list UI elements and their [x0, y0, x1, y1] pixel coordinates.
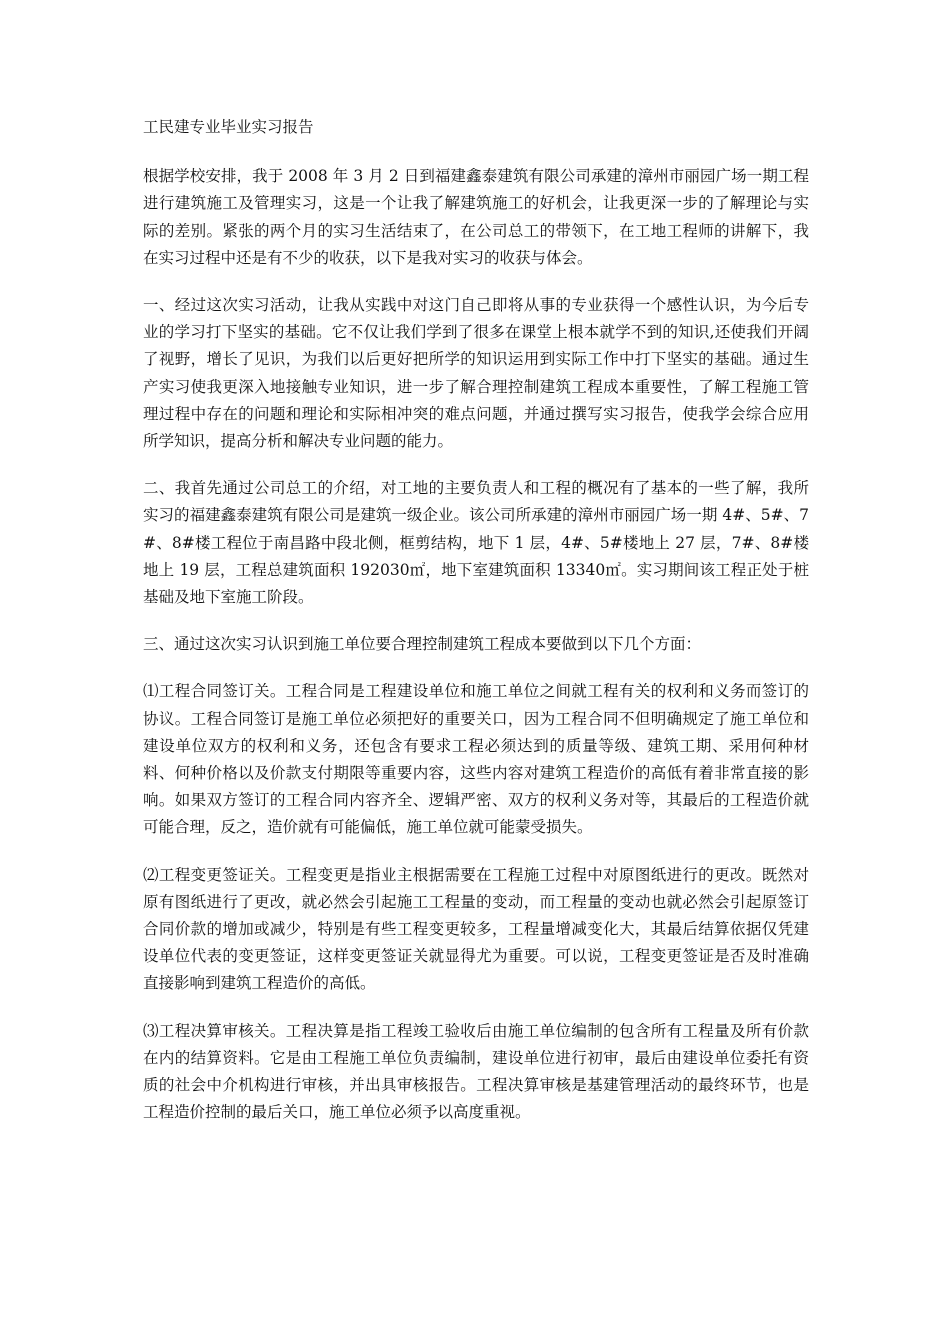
paragraph-item-1: ⑴工程合同签订关。工程合同是工程建设单位和施工单位之间就工程有关的权利和义务而签订的协议。工程合同签订是施工单位必须把好的重要关口，因为工程合同不但明确规定了施工单位和建设单位双方的权利和义务，还包含有要求工程必须达到的质量等级、建筑工期、采用何种材料、何种价格以及价款支付期限等重要内容，这些内容对建筑工程造价的高低有着非常直接的影响。如果双方签订的工程合同内容齐全、逻辑严密、双方的权利义务对等，其最后的工程造价就可能合理，反之，造价就有可能偏低，施工单位就可能蒙受损失。 — [143, 682, 809, 837]
document-body — [143, 114, 809, 1147]
paragraph-intro: 根据学校安排，我于 2008 年 3 月 2 日到福建鑫泰建筑有限公司承建的漳州市丽园广场一期工程进行建筑施工及管理实习，这是一个让我了解建筑施工的好机会，让我更深一步的了解理论与实际的差别。紧张的两个月的实习生活结束了，在公司总工的带领下，在工地工程师的讲解下，我在实习过程中还是有不少的收获，以下是我对实习的收获与体会。 — [143, 167, 809, 267]
paragraph-section-3: 三、通过这次实习认识到施工单位要合理控制建筑工程成本要做到以下几个方面： — [143, 635, 702, 654]
paragraph-section-2: 二、我首先通过公司总工的介绍，对工地的主要负责人和工程的概况有了基本的一些了解，我所实习的福建鑫泰建筑有限公司是建筑一级企业。该公司所承建的漳州市丽园广场一期 4#、5#、7#、8#楼工程位于南昌路中段北侧，框剪结构，地下 1 层，4#、5#楼地上 27 层，7#、8#楼地上 19 层，工程总建筑面积 192030㎡，地下室建筑面积 13340㎡。实习期间该工程正处于桩基础及地下室施工阶段。 — [143, 479, 809, 607]
paragraph-item-3: ⑶工程决算审核关。工程决算是指工程竣工验收后由施工单位编制的包含所有工程量及所有价款在内的结算资料。它是由工程施工单位负责编制，建设单位进行初审，最后由建设单位委托有资质的社会中介机构进行审核，并出具审核报告。工程决算审核是基建管理活动的最终环节，也是工程造价控制的最后关口，施工单位必须予以高度重视。 — [143, 1021, 809, 1122]
paragraph-section-1: 一、经过这次实习活动，让我从实践中对这门自己即将从事的专业获得一个感性认识，为今后专业的学习打下坚实的基础。它不仅让我们学到了很多在课堂上根本就学不到的知识,还使我们开阔了视野，增长了见识，为我们以后更好把所学的知识运用到实际工作中打下坚实的基础。通过生产实习使我更深入地接触专业知识，进一步了解合理控制建筑工程成本重要性，了解工程施工管理过程中存在的问题和理论和实际相冲突的难点问题，并通过撰写实习报告，使我学会综合应用所学知识，提高分析和解决专业问题的能力。 — [143, 296, 809, 451]
document-title: 工民建专业毕业实习报告 — [143, 118, 314, 136]
paragraph-item-2: ⑵工程变更签证关。工程变更是指业主根据需要在工程施工过程中对原图纸进行的更改。既然对原有图纸进行了更改，就必然会引起施工工程量的变动，而工程量的变动也就必然会引起原签订合同价款的增加或减少，特别是有些工程变更较多，工程量增减变化大，其最后结算依据仅凭建设单位代表的变更签证，这样变更签证关就显得尤为重要。可以说，工程变更签证是否及时准确直接影响到建筑工程造价的高低。 — [143, 865, 809, 993]
